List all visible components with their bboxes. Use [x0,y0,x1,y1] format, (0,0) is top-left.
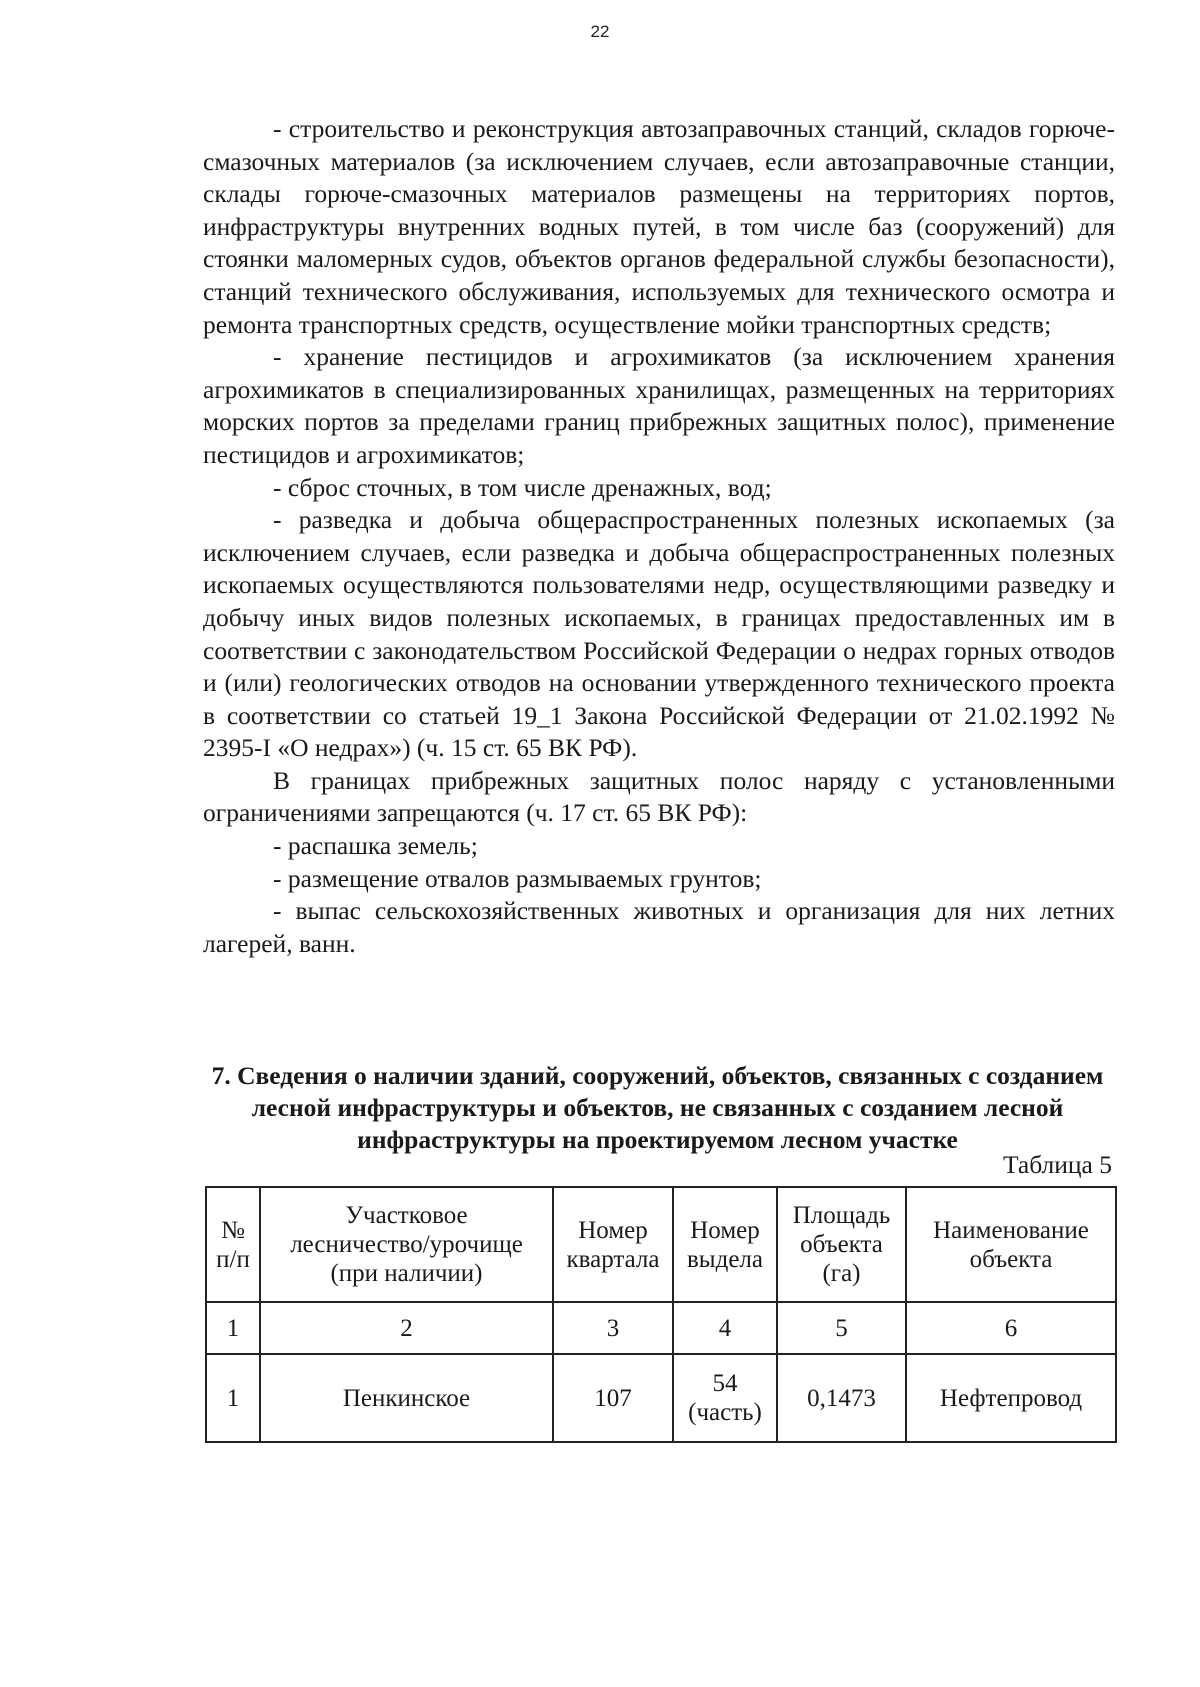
header-object-name: Наименование объекта [906,1187,1116,1302]
cell-object-name: Нефтепровод [906,1354,1116,1442]
page-number: 22 [590,22,610,41]
cell-plot: 54 (часть) [673,1354,777,1442]
column-number-row [206,1302,1116,1354]
paragraph-plowing: - распашка земель; [273,831,478,861]
paragraph-fuel-stations: - строительство и реконструкция автозаправочных станций, складов горюче-смазочных материалов (за исключением случаев, если автозаправочные станции, склады горюче-смазочных материалов размещены на территориях портов, инфраструктуры внутренних водных путей, в том числе баз (сооружений) для стоянки маломерных судов, объектов органов федеральной службы безопасности), станций технического обслуживания, используемых для технического осмотра и ремонта транспортных средств, осуществление мойки транспортных средств; [203,114,1115,339]
header-quarter: Номер квартала [553,1187,673,1302]
objects-table [205,1186,1117,1443]
body-text [203,113,1115,960]
header-forestry: Участковое лесничество/урочище (при наличии) [260,1187,553,1302]
table-caption: Таблица 5 [1002,1150,1112,1179]
section-heading: 7. Сведения о наличии зданий, сооружений, объектов, связанных с созданием лесной инфраструктуры и объектов, не связанных с созданием лесной инфраструктуры на проектируемом лесном участке [211,1061,1104,1154]
table-header-row [206,1187,1116,1302]
header-area: Площадь объекта (га) [777,1187,906,1302]
cell-quarter: 107 [553,1354,673,1442]
paragraph-mining: - разведка и добыча общераспространенных полезных ископаемых (за исключением случаев, если разведка и добыча общераспространенных полезных ископаемых осуществляются пользователями недр, осуществляющими разведку и добычу иных видов полезных ископаемых, в границах предоставленных им в соответствии с законодательством Российской Федерации о недрах горных отводов и (или) геологических отводов на основании утвержденного технического проекта в соответствии со статьей 19_1 Закона Российской Федерации от 21.02.1992 № 2395-I «О недрах») (ч. 15 ст. 65 ВК РФ). [203,505,1115,763]
cell-area: 0,1473 [777,1354,906,1442]
cell-number: 1 [206,1354,260,1442]
paragraph-wastewater: - сброс сточных, в том числе дренажных, вод; [273,472,772,502]
header-number: № п/п [206,1187,260,1302]
column-number: 5 [777,1302,906,1354]
paragraph-pesticides: - хранение пестицидов и агрохимикатов (за исключением хранения агрохимикатов в специализированных хранилищах, размещенных на территориях морских портов за пределами границ прибрежных защитных полос), применение пестицидов и агрохимикатов; [203,342,1115,469]
cell-forestry: Пенкинское [260,1354,553,1442]
column-number: 1 [206,1302,260,1354]
paragraph-coastal-restrictions: В границах прибрежных защитных полос наряду с установленными ограничениями запрещаются (ч. 17 ст. 65 ВК РФ): [203,765,1115,828]
column-number: 4 [673,1302,777,1354]
header-plot: Номер выдела [673,1187,777,1302]
column-number: 3 [553,1302,673,1354]
column-number: 6 [906,1302,1116,1354]
paragraph-grazing: - выпас сельскохозяйственных животных и организация для них летних лагерей, ванн. [203,896,1115,958]
column-number: 2 [260,1302,553,1354]
table-row [206,1354,1116,1442]
paragraph-dumps: - размещение отвалов размываемых грунтов; [273,863,762,893]
